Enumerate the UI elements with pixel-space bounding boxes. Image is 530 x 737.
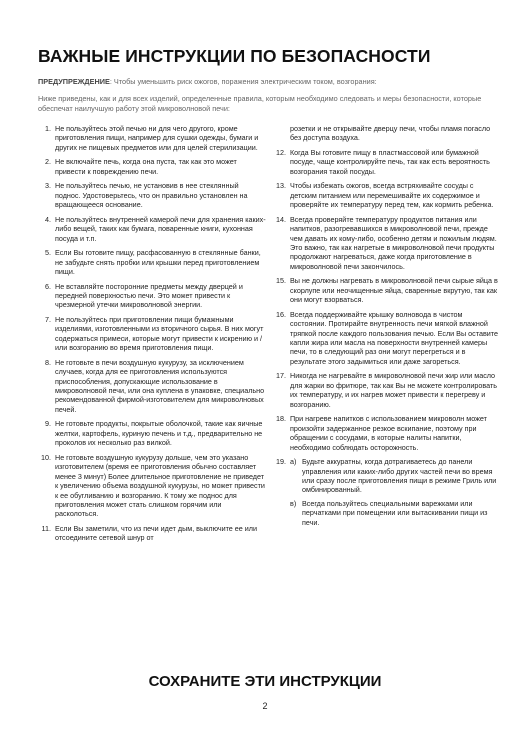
page-title: ВАЖНЫЕ ИНСТРУКЦИИ ПО БЕЗОПАСНОСТИ (38, 46, 431, 66)
left-column (40, 124, 266, 548)
list-item (275, 276, 499, 304)
item-number: 7. (45, 315, 51, 325)
list-item (275, 371, 499, 409)
item-text: Не готовьте воздушную кукурузу дольше, чем это указано изготовителем (время ее приготовления обычно составляет менее 3 минут) Более длительное приготовление не приведет к увеличению объема воздушной кукурузы, но может привести к ее обугливанию и возгоранию. К тому же поднос для приготовления может стать слишком горячим или расколоться. (55, 452, 265, 519)
subitem-b (290, 499, 499, 527)
item-text: Не вставляйте посторонние предметы между дверцей и передней поверхностью печи. Это может привести к чрезмерной утечки микроволновой энергии. (55, 281, 243, 310)
list-item (40, 524, 266, 543)
item-text: Если Вы готовите пищу, расфасованную в стеклянные банки, не забудьте снять пробки или крышки перед приготовлением пищи. (55, 248, 261, 277)
list-item (40, 315, 266, 353)
item-text: Вы не должны нагревать в микроволновой печи сырые яйца в скорлупе или неочищенные яйца, сваренные вкрутую, так как они могут взорваться. (290, 276, 498, 305)
item-number: 5. (45, 248, 51, 258)
item-number: 8. (45, 357, 51, 367)
item-number: 16. (276, 309, 286, 319)
item-number: 13. (276, 181, 286, 191)
item-text: Не пользуйтесь печью, не установив в нее стеклянный поднос. Удостоверьтесь, что он правильно установлен на вращающееся основание. (55, 181, 248, 210)
subitem-letter: а) (290, 457, 297, 467)
item-number: 10. (41, 452, 51, 462)
item-number: 18. (276, 414, 286, 424)
list-item (275, 148, 499, 176)
item-number: 3. (45, 181, 51, 191)
item-number: 6. (45, 281, 51, 291)
list-item (275, 310, 499, 366)
list-item (40, 157, 266, 176)
intro-paragraph: Ниже приведены, как и для всех изделий, определенные правила, которым необходимо следовать и меры безопасности, которые обеспечат наилучшую работу этой микроволновой печи: (38, 94, 482, 113)
page-number: 2 (262, 701, 268, 711)
list-item-19 (275, 457, 499, 531)
item-text: Не пользуйтесь этой печью ни для чего другого, кроме приготовления пищи, например для сушки одежды, бумаги и других не пищевых предметов или для целей стерилизации. (55, 124, 259, 152)
footer-title: СОХРАНИТЕ ЭТИ ИНСТРУКЦИИ (148, 673, 382, 690)
item-number: 17. (276, 371, 286, 381)
item-number: 14. (276, 214, 286, 224)
item-text: Если Вы заметили, что из печи идет дым, выключите ее или отсоедините сетевой шнур от (55, 523, 258, 543)
list-item (40, 453, 266, 519)
list-item (40, 181, 266, 209)
item-number: 19. (276, 457, 286, 467)
item-11-continuation: розетки и не открывайте дверцу печи, чтобы пламя погасло без доступа воздуха. (290, 124, 491, 143)
item-text: Чтобы избежать ожогов, всегда встряхивайте сосуды с детским питанием или перемешивайте их содержимое и проверяйте их температуру перед тем, как кормить ребенка. (290, 181, 494, 210)
item-19-subitems (290, 457, 499, 531)
right-column (275, 124, 499, 536)
list-item (40, 215, 266, 243)
subitem-text: Всегда пользуйтесь специальными варежками или перчатками при помещении или вытаскивании пищи из печи. (302, 498, 488, 527)
list-item (275, 181, 499, 209)
list-item (40, 248, 266, 276)
subitem-a (290, 457, 499, 495)
list-item (40, 358, 266, 414)
list-item (40, 419, 266, 447)
list-item (40, 282, 266, 310)
subitem-letter: в) (290, 498, 297, 508)
item-text: Всегда проверяйте температуру продуктов питания или напитков, разогревавшихся в микроволновой печи, прежде чем давать их кому-либо, особенно детям и пожилым людям. Это важно, так как нагретые в микроволновой печи продукты продолжают нагреваться, даже когда приготовление в микроволновой печи закончилось. (290, 214, 497, 271)
item-text: Всегда поддерживайте крышку волновода в чистом состоянии. Протирайте внутренность печи мягкой влажной тряпкой после каждого пользования печью. Если Вы оставите капли жира или масла на поверхности внутренней камеры печи, то в следующий раз они могут перегреться и в результате этого задымиться или даже загореться. (290, 309, 498, 366)
item-text: При нагреве напитков с использованием микроволн может произойти задержанное резкое вскипание, поэтому при обращении с сосудами, в которые налиты напитки, необходимо соблюдать осторожность. (290, 414, 487, 452)
item-number: 12. (276, 148, 286, 157)
item-text: Не пользуйтесь при приготовлении пищи бумажными изделиями, изготовленными из вторичного сырья. В них могут содержаться примеси, которые могут привести к искрению и /или возгоранию во время приготовления пищи. (55, 315, 264, 353)
warning-paragraph (38, 77, 496, 87)
subitem-text: Будьте аккуратны, когда дотрагиваетесь до панели управления или каких-либо других частей печи во время или сразу после приготовления пищи в режиме Гриль или омбинированный. (302, 457, 497, 495)
list-item (275, 215, 499, 271)
item-number: 1. (45, 124, 51, 133)
item-text: Не готовьте продукты, покрытые оболочкой, такие как яичные желтки, картофель, куриную печень и т.д., предварительно не проколов их несколько раз вилкой. (55, 419, 263, 448)
list-item (40, 124, 266, 152)
item-text: Никогда не нагревайте в микроволновой печи жир или масло для жарки во фритюре, так как Вы не можете контролировать их температуру, и их нагрев может привести к перегреву и возгоранию. (290, 371, 498, 409)
warning-label: ПРЕДУПРЕЖДЕНИЕ (38, 77, 110, 86)
item-number: 11. (41, 523, 51, 533)
item-number: 9. (45, 419, 51, 429)
item-number: 15. (276, 276, 286, 286)
warning-text: : Чтобы уменьшить риск ожогов, поражения электрическим током, возгорания: (109, 77, 377, 86)
item-number: 2. (45, 157, 51, 167)
item-text: Не пользуйтесь внутренней камерой печи для хранения каких-либо вещей, таких как бумага, поваренные книги, кухонная посуда и т.п. (55, 214, 266, 243)
list-item (275, 414, 499, 452)
item-number: 4. (45, 214, 51, 224)
item-text: Не готовьте в печи воздушную кукурузу, за исключением случаев, когда для ее приготовления используются приспособления, допускающие использование в микроволновой печи, или она куплена в упаковке, специально рекомендованной фирмой-изготовителем для микроволновых печей. (55, 357, 265, 414)
item-text: Не включайте печь, когда она пуста, так как это может привести к повреждению печи. (55, 157, 237, 176)
item-text: Когда Вы готовите пищу в пластмассовой или бумажной посуде, чаще контролируйте печь, так как есть вероятность возгорания такой посуды. (290, 148, 490, 176)
